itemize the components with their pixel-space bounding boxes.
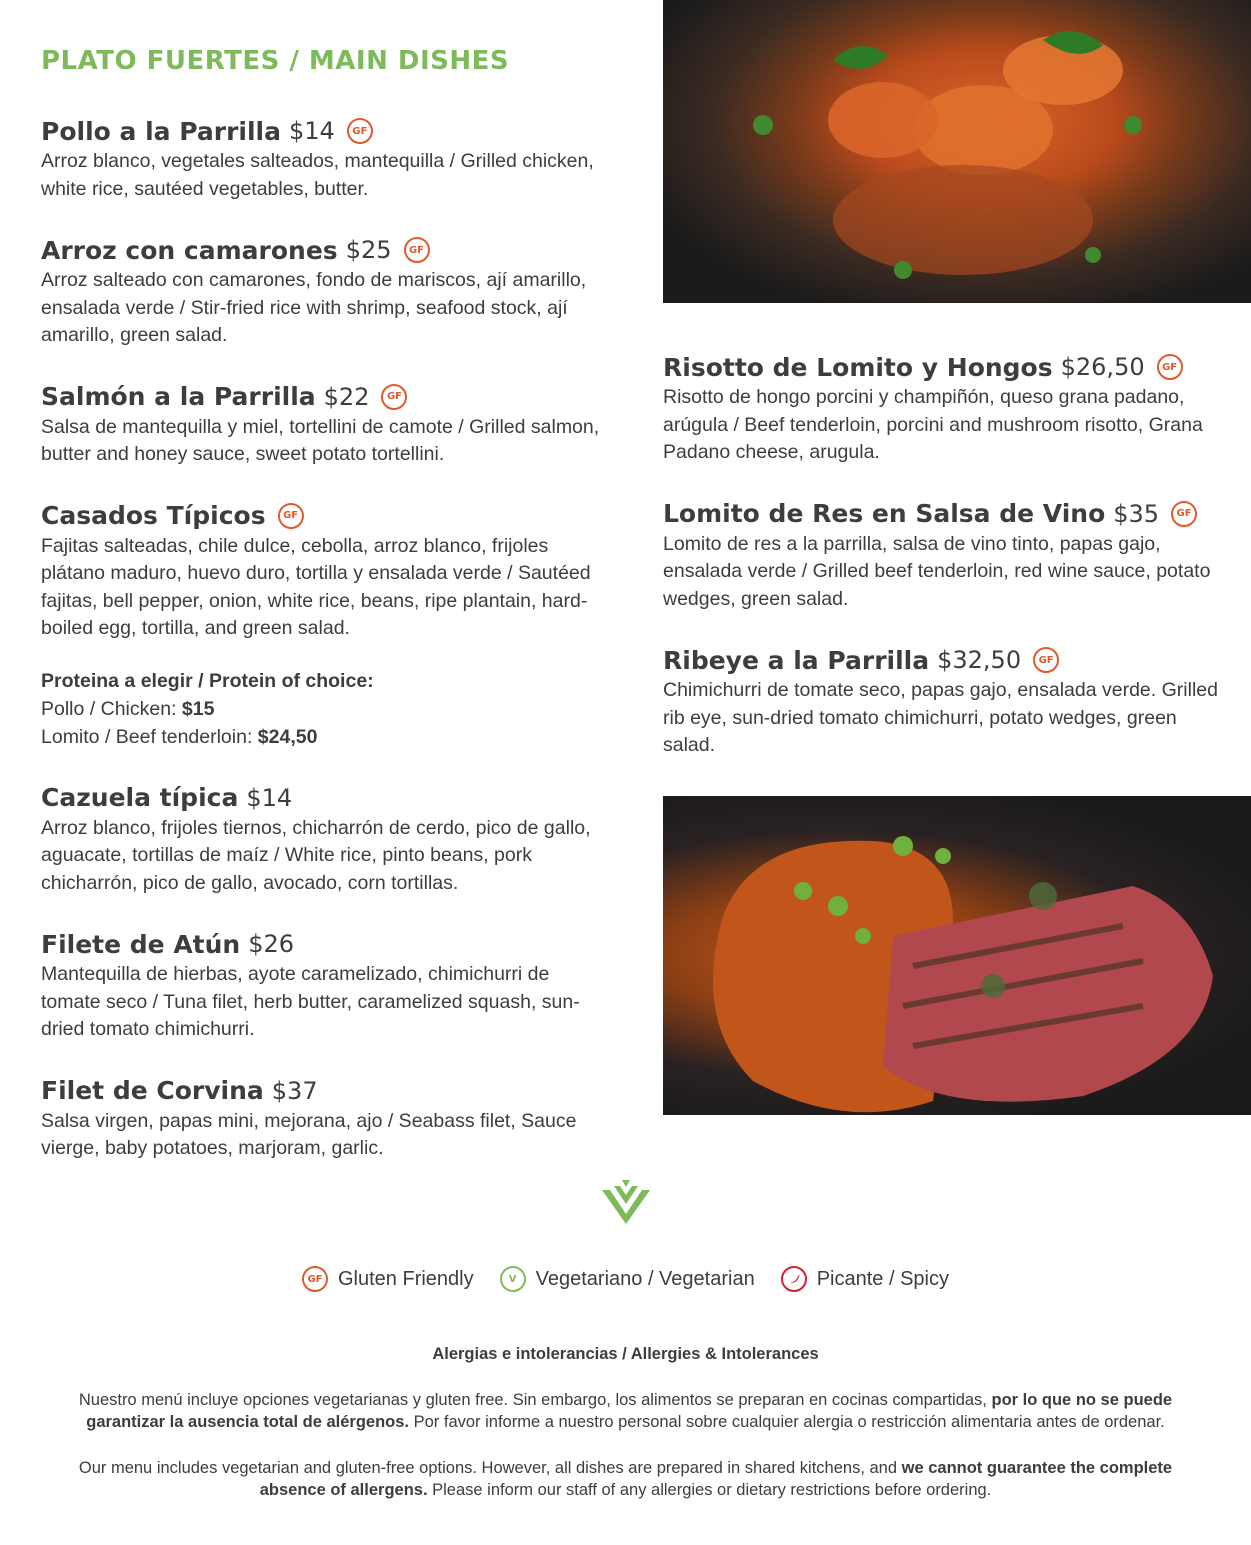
- vegetarian-icon: V: [500, 1266, 526, 1292]
- gluten-friendly-icon: GF: [1033, 647, 1059, 673]
- gluten-friendly-icon: GF: [278, 503, 304, 529]
- dish-casados-tipicos: [41, 499, 601, 643]
- allergy-en-text2: Please inform our staff of any allergies or dietary restrictions before ordering.: [427, 1481, 992, 1499]
- dish-salmon-parrilla: [41, 380, 601, 469]
- allergy-es-text: Nuestro menú incluye opciones vegetarianas y gluten free. Sin embargo, los alimentos se preparan en cocinas compartidas,: [78, 1391, 992, 1409]
- dish-description: Chimichurri de tomate seco, papas gajo, ensalada verde. Grilled rib eye, sun-dried tomato chimichurri, potato wedges, green salad.: [663, 679, 1218, 756]
- dish-description: Arroz blanco, vegetales salteados, mantequilla / Grilled chicken, white rice, sautéed vegetables, butter.: [41, 150, 594, 200]
- allergy-en-text: Our menu includes vegetarian and gluten-free options. However, all dishes are prepared in shared kitchens, and: [78, 1459, 902, 1477]
- gluten-friendly-icon: GF: [1157, 354, 1183, 380]
- dish-arroz-camarones: [41, 233, 601, 350]
- dish-lomito-vino: [663, 497, 1223, 614]
- dish-name: Ribeye a la Parrilla: [663, 645, 930, 675]
- dish-description: Salsa virgen, papas mini, mejorana, ajo / Seabass filet, Sauce vierge, baby potatoes, marjoram, garlic.: [41, 1109, 577, 1159]
- gluten-friendly-icon: GF: [302, 1266, 328, 1292]
- dish-price: $22: [323, 382, 370, 411]
- dish-price: $37: [271, 1076, 318, 1105]
- dish-price: $35: [1113, 499, 1160, 528]
- dish-price: $14: [246, 783, 293, 812]
- dish-name: Filete de Atún: [41, 929, 241, 959]
- gluten-friendly-icon: GF: [347, 118, 373, 144]
- chili-pepper-icon: [781, 1266, 807, 1292]
- dish-description: Arroz blanco, frijoles tiernos, chicharrón de cerdo, pico de gallo, aguacate, tortillas de maíz / White rice, pinto beans, pork chicharrón, pico de gallo, avocado, corn tortillas.: [41, 816, 591, 894]
- section-title: PLATO FUERTES / MAIN DISHES: [41, 46, 510, 76]
- allergy-es-text2: Por favor informe a nuestro personal sobre cualquier alergia o restricción alimentaria antes de ordenar.: [409, 1413, 1165, 1431]
- gluten-friendly-icon: GF: [381, 384, 407, 410]
- dish-name: Risotto de Lomito y Hongos: [663, 352, 1053, 382]
- protein-beef-price: $24,50: [257, 725, 318, 748]
- dish-description: Arroz salteado con camarones, fondo de mariscos, ají amarillo, ensalada verde / Stir-fried rice with shrimp, seafood stock, ají amarillo, green salad.: [41, 269, 587, 346]
- legend-gluten-friendly: [302, 1266, 474, 1292]
- left-column: [41, 114, 601, 1193]
- legend-veg-label: Vegetariano / Vegetarian: [535, 1267, 755, 1290]
- legend: [0, 1266, 1251, 1292]
- dish-price: $14: [289, 117, 335, 145]
- dish-name: Cazuela típica: [41, 783, 239, 812]
- dish-description: Lomito de res a la parrilla, salsa de vino tinto, papas gajo, ensalada verde / Grilled beef tenderloin, red wine sauce, potato wedges, green salad.: [663, 532, 1211, 610]
- dish-cazuela-tipica: [41, 781, 601, 898]
- dish-description: Mantequilla de hierbas, ayote caramelizado, chimichurri de tomate seco / Tuna filet, herb butter, caramelized squash, sun-dried tomato chimichurri.: [41, 963, 580, 1040]
- allergy-text-en: [60, 1457, 1191, 1501]
- tuna-steak-photo: [663, 796, 1251, 1115]
- legend-vegetarian: [500, 1266, 755, 1292]
- dish-filete-atun: [41, 927, 601, 1044]
- dish-description: Fajitas salteadas, chile dulce, cebolla, arroz blanco, frijoles plátano maduro, huevo duro, tortilla y ensalada verde / Sautéed fajitas, bell pepper, onion, white rice, beans, ripe plantain, hard-boiled egg, tortilla, and green salad.: [41, 534, 591, 639]
- allergy-en-bold: we cannot guarantee the complete absence of allergens.: [259, 1459, 1173, 1499]
- dish-name: Pollo a la Parrilla: [41, 116, 281, 146]
- gluten-friendly-icon: GF: [1171, 501, 1197, 527]
- dish-filet-corvina: [41, 1074, 601, 1163]
- dish-name: Filet de Corvina: [41, 1076, 264, 1105]
- dish-price: $26,50: [1060, 353, 1145, 381]
- legend-spicy-label: Picante / Spicy: [816, 1267, 949, 1290]
- dish-price: $26: [248, 930, 295, 958]
- dish-name: Salmón a la Parrilla: [41, 382, 316, 411]
- dish-risotto-lomito: [663, 350, 1223, 467]
- protein-heading: Proteina a elegir / Protein of choice:: [41, 669, 374, 692]
- dish-description: Risotto de hongo porcini y champiñón, queso grana padano, arúgula / Beef tenderloin, porcini and mushroom risotto, Grana Padano cheese, arugula.: [663, 386, 1203, 463]
- dish-name: Casados Típicos: [41, 501, 266, 530]
- dish-name: Lomito de Res en Salsa de Vino: [663, 499, 1106, 528]
- dish-price: $32,50: [937, 646, 1022, 674]
- dish-ribeye-parrilla: [663, 643, 1223, 760]
- gluten-friendly-icon: GF: [404, 237, 430, 263]
- shrimp-rice-photo: [663, 0, 1251, 303]
- dish-name: Arroz con camarones: [41, 235, 338, 265]
- protein-chicken-label: Pollo / Chicken:: [41, 697, 182, 720]
- dish-description: Salsa de mantequilla y miel, tortellini de camote / Grilled salmon, butter and honey sauce, sweet potato tortellini.: [41, 415, 600, 465]
- allergy-title: Alergias e intolerancias / Allergies & Intolerances: [432, 1345, 819, 1363]
- protein-choice: [41, 667, 601, 751]
- restaurant-logo-icon: [598, 1178, 654, 1226]
- dish-pollo-parrilla: [41, 114, 601, 203]
- right-column: [663, 350, 1223, 790]
- dish-price: $25: [345, 236, 392, 264]
- protein-beef-label: Lomito / Beef tenderloin:: [41, 725, 258, 748]
- legend-spicy: [781, 1266, 949, 1292]
- protein-chicken-price: $15: [181, 697, 215, 720]
- allergy-es-bold: por lo que no se puede garantizar la ausencia total de alérgenos.: [86, 1391, 1173, 1431]
- allergy-text-es: [60, 1389, 1191, 1433]
- legend-gf-label: Gluten Friendly: [338, 1267, 474, 1290]
